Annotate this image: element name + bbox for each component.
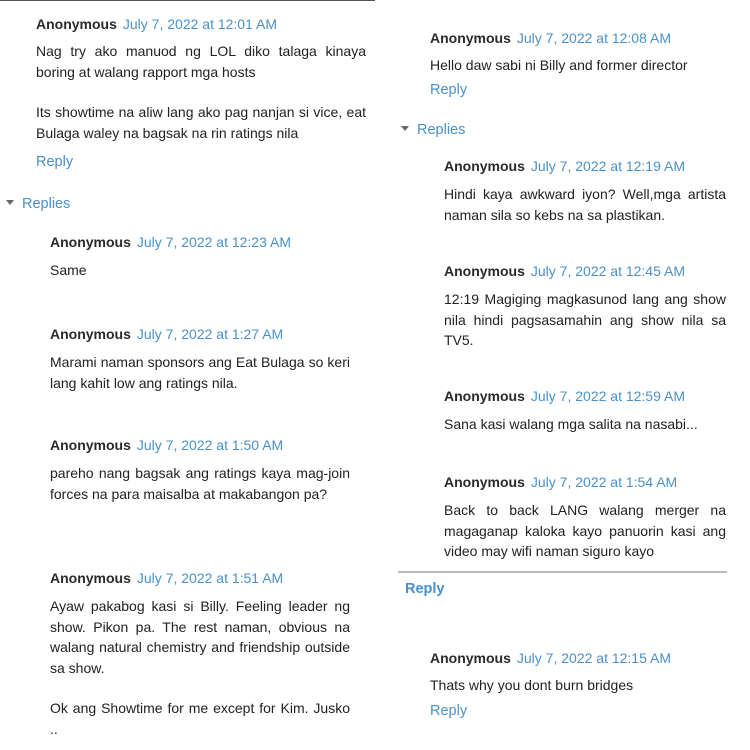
comment-date-link[interactable]: July 7, 2022 at 1:27 AM <box>136 326 284 342</box>
reply-comment <box>50 325 350 393</box>
comment-body <box>444 289 726 351</box>
thread-reply-button[interactable]: Reply <box>405 581 445 597</box>
comment-header <box>36 15 366 33</box>
comment-date-link[interactable]: July 7, 2022 at 12:23 AM <box>136 234 291 250</box>
comment-author: Anonymous <box>50 437 131 453</box>
comment-header <box>50 325 350 343</box>
comment-header <box>50 569 350 587</box>
comment-date-link[interactable]: July 7, 2022 at 12:08 AM <box>516 30 671 46</box>
comment-paragraph: pareho nang bagsak ang ratings kaya mag-join forces na para maisalba at makabangon pa? <box>50 465 350 502</box>
reply-link[interactable]: Reply <box>430 82 468 98</box>
comment-date-link[interactable]: July 7, 2022 at 1:51 AM <box>136 570 284 586</box>
comment-date-link[interactable]: July 7, 2022 at 12:19 AM <box>530 158 685 174</box>
comment-author: Anonymous <box>430 650 511 666</box>
comment-author: Anonymous <box>50 570 131 586</box>
reply-comment <box>50 569 350 739</box>
comment-body <box>36 41 366 143</box>
comment-header <box>444 262 726 280</box>
comment-body <box>50 463 350 504</box>
comment-author: Anonymous <box>444 158 525 174</box>
comment-header <box>430 649 740 667</box>
comment-header <box>430 29 740 47</box>
right-comment-thread <box>375 0 750 750</box>
comment-header <box>50 436 350 454</box>
comment-date-link[interactable]: July 7, 2022 at 12:01 AM <box>122 16 277 32</box>
comment-author: Anonymous <box>36 16 117 32</box>
reply-comment <box>50 436 350 504</box>
comment-paragraph: Thats why you dont burn bridges <box>430 677 634 693</box>
replies-label: Replies <box>417 122 466 138</box>
caret-down-icon <box>6 200 14 205</box>
comment-paragraph: Hindi kaya awkward iyon? Well,mga artista naman sila so kebs na sa plastikan. <box>444 186 726 223</box>
comment-author: Anonymous <box>444 474 525 490</box>
comment-body <box>430 55 740 76</box>
comment-paragraph: Sana kasi walang mga salita na nasabi... <box>444 416 698 432</box>
comment-date-link[interactable]: July 7, 2022 at 12:15 AM <box>516 650 671 666</box>
comment-body <box>50 596 350 739</box>
reply-link[interactable]: Reply <box>36 154 74 170</box>
comment-date-link[interactable]: July 7, 2022 at 1:54 AM <box>530 474 678 490</box>
comment-body <box>444 414 726 435</box>
caret-down-icon <box>401 126 409 131</box>
comment-body <box>50 260 350 281</box>
comment-header <box>444 157 726 175</box>
comment-header <box>50 233 350 251</box>
comment <box>430 649 740 696</box>
reply-comment <box>444 157 726 225</box>
comment-paragraph: Back to back LANG walang merger na magaganap kaloka kayo panuorin kasi ang video may wifi naman siguro kayo <box>444 502 726 559</box>
reply-comment <box>444 387 726 435</box>
comment <box>430 29 740 76</box>
comment-paragraph: Hello daw sabi ni Billy and former director <box>430 57 688 73</box>
comment-paragraph: Ayaw pakabog kasi si Billy. Feeling leader ng show. Pikon pa. The rest naman, obvious na walang natural chemistry and friendship outside sa show. <box>50 598 350 676</box>
reply-link[interactable]: Reply <box>430 703 468 719</box>
replies-toggle[interactable] <box>401 122 465 138</box>
comment-body <box>444 500 726 562</box>
comment-body <box>50 352 350 393</box>
comment-header <box>444 473 726 491</box>
reply-comment <box>444 262 726 351</box>
comment-paragraph: Marami naman sponsors ang Eat Bulaga so keri lang kahit low ang ratings nila. <box>50 354 350 391</box>
comment-author: Anonymous <box>430 30 511 46</box>
thread-divider <box>398 571 727 573</box>
replies-toggle[interactable] <box>6 196 70 212</box>
comment-date-link[interactable]: July 7, 2022 at 12:45 AM <box>530 263 685 279</box>
comment-date-link[interactable]: July 7, 2022 at 1:50 AM <box>136 437 284 453</box>
comment-body <box>444 184 726 225</box>
comment-date-link[interactable]: July 7, 2022 at 12:59 AM <box>530 388 685 404</box>
comment-body <box>430 675 740 696</box>
comment-author: Anonymous <box>444 388 525 404</box>
reply-comment <box>50 233 350 281</box>
comment-paragraph: Nag try ako manuod ng LOL diko talaga kinaya boring at walang rapport mga hosts <box>36 43 366 80</box>
comment-header <box>444 387 726 405</box>
comment-paragraph: 12:19 Magiging magkasunod lang ang show nila hindi pagsasamahin ang show nila sa TV5. <box>444 291 726 348</box>
comment-author: Anonymous <box>50 326 131 342</box>
comment-author: Anonymous <box>444 263 525 279</box>
comment <box>36 15 366 143</box>
comment-paragraph: Its showtime na aliw lang ako pag nanjan si vice, eat Bulaga waley na bagsak na rin ratings nila <box>36 104 366 141</box>
comment-paragraph: Ok ang Showtime for me except for Kim. Jusko .. <box>50 700 350 737</box>
reply-comment <box>444 473 726 562</box>
comment-paragraph: Same <box>50 262 87 278</box>
comment-author: Anonymous <box>50 234 131 250</box>
replies-label: Replies <box>22 196 71 212</box>
